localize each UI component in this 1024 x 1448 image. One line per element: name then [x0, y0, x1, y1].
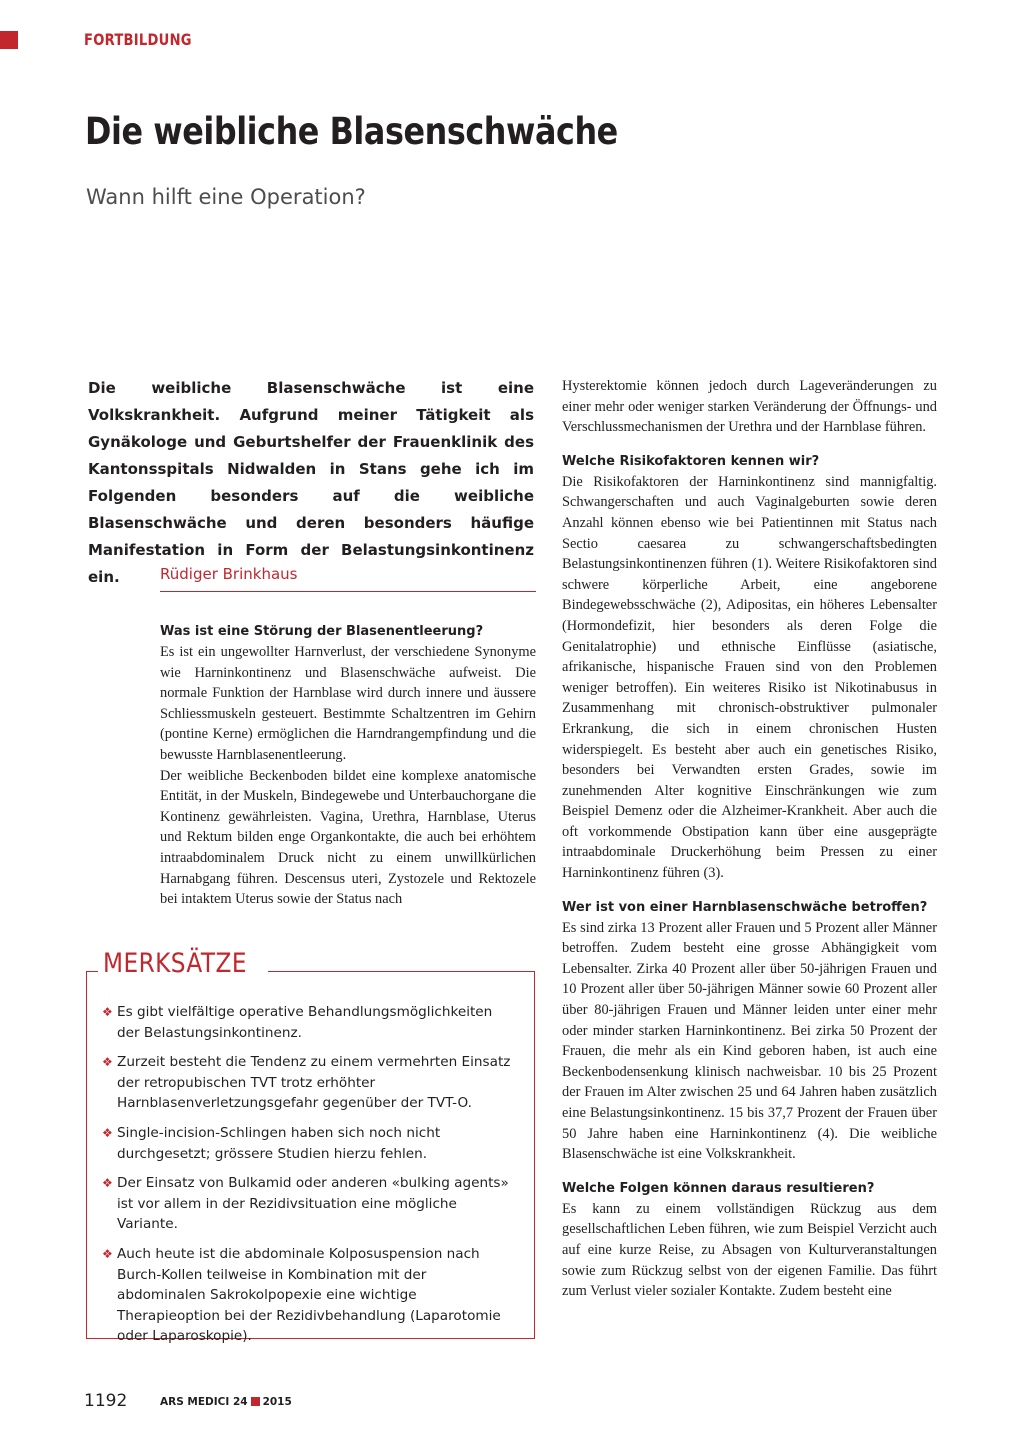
section-heading: Welche Risikofaktoren kennen wir? [562, 453, 820, 469]
section-label: FORTBILDUNG [84, 30, 192, 49]
body-text: Die Risikofaktoren der Harninkontinenz sind mannigfaltig. Schwangerschaften und auch Vaginalgeburten sowie deren Anzahl können ebenso wie bei Patientinnen mit Status nach Sectio caesarea zu schwangerschaftsbedingten Belastungsinkontinenzen führen (1). Weitere Risikofaktoren sind schwere körperliche Arbeit, eine angeborene Bindegewebsschwäche (2), Adipositas, ein höheres Lebensalter (Hormondefizit, hier besonders als deren Folge die Genitalatrophie) und ethnische Einflüsse (asiatische, afrikanische, hispanische Frauen sind von den Problemen weniger betroffen). Ein weiteres Risiko ist Nikotinabusus in Zusammenhang mit chronisch-obstruktiver pulmonaler Erkrankung, die sich in einem chronischen Husten widerspiegelt. Es besteht aber auch ein genetisches Risiko, besonders bei Verwandten ersten Grades, sowie im zunehmenden Alter kognitive Einschränkungen wie zum Beispiel Demenz oder die Alzheimer-Krankheit. Aber auch die oft vorkommende Obstipation kann über eine ausgeprägte intraabdominale Druckerhöhung beim Pressen zu einer Harninkontinenz führen (3). [562, 473, 937, 882]
diamond-bullet-icon: ❖ [102, 1176, 113, 1191]
left-column [160, 624, 536, 910]
body-text: Hysterektomie können jedoch durch Lageveränderungen zu einer mehr oder weniger starken Veränderung der Öffnungs- und Verschlussmechanismen der Urethra und der Harnblase führen. [562, 378, 937, 436]
journal-name: ARS MEDICI 24 [160, 1396, 248, 1408]
paragraph: Der weibliche Beckenboden bildet eine komplexe anatomische Entität, in der Muskeln, Bindegewebe und Unterbauchorgane die Kontinenz gewährleisten. Vagina, Urethra, Harnblase, Uterus und Rektum bilden enge Organkontakte, die auch bei erhöhtem intraabdominalem Druck nicht zu einem unwillkürlichen Harnabgang führen. Descensus uteri, Zystozele und Rektozele bei intaktem Uterus sowie der Status nach [160, 767, 536, 908]
section-heading: Was ist eine Störung der Blasenentleerung? [160, 624, 484, 639]
section-heading: Wer ist von einer Harnblasenschwäche betroffen? [562, 899, 928, 915]
diamond-bullet-icon: ❖ [102, 1246, 113, 1261]
author-divider [160, 591, 536, 592]
page-subtitle: Wann hilft eine Operation? [86, 185, 366, 209]
body-text: Es kann zu einem vollständigen Rückzug aus dem gesellschaftlichen Leben führen, wie zum Beispiel Verzicht auch auf eine kurze Reise, zu Absagen von Kulturveranstaltungen sowie zum Rückzug selbst von der eigenen Familie. Das führt zum Verlust vieler sozialer Kontakte. Zudem besteht eine [562, 1200, 937, 1300]
page-title: Die weibliche Blasenschwäche [85, 110, 618, 153]
diamond-bullet-icon: ❖ [102, 1125, 113, 1140]
list-item: ❖ Zurzeit besteht die Tendenz zu einem vermehrten Einsatz der retropubischen TVT trotz erhöhter Harnblasenverletzungsgefahr gegenüber der TVT-O. [102, 1054, 511, 1112]
list-item: ❖ Single-incision-Schlingen haben sich noch nicht durchgesetzt; grössere Studien hierzu fehlen. [102, 1124, 441, 1162]
merksaetze-list [102, 1002, 512, 1356]
journal-footer [160, 1396, 292, 1408]
lead-paragraph: Die weibliche Blasenschwäche ist eine Volkskrankheit. Aufgrund meiner Tätigkeit als Gynäkologe und Geburtshelfer der Frauenklinik des Kantonsspitals Nidwalden in Stans gehe ich im Folgenden besonders auf die weibliche Blasenschwäche und deren besonders häufige Manifestation in Form der Belastungsinkontinenz ein. [88, 379, 534, 586]
merksaetze-title: MERKSÄTZE [103, 948, 247, 979]
diamond-bullet-icon: ❖ [102, 1055, 113, 1070]
section-heading: Welche Folgen können daraus resultieren? [562, 1180, 875, 1196]
journal-year: 2015 [262, 1396, 292, 1408]
section-marker [0, 31, 18, 49]
body-text [160, 642, 536, 910]
list-item: ❖ Es gibt vielfältige operative Behandlungsmöglichkeiten der Belastungsinkontinenz. [102, 1004, 493, 1041]
list-item: ❖ Der Einsatz von Bulkamid oder anderen «bulking agents» ist vor allem in der Rezidivsituation eine mögliche Variante. [102, 1175, 509, 1233]
list-item: ❖ Auch heute ist die abdominale Kolposuspension nach Burch-Kollen teilweise in Kombination mit der abdominalen Sakrokolpopexie eine wichtige Therapieoption bei der Rezidivbehandlung (Laparotomie oder Laparoskopie). [102, 1245, 501, 1345]
right-column [562, 376, 937, 1302]
body-text: Es sind zirka 13 Prozent aller Frauen und 5 Prozent aller Männer betroffen. Zudem besteht eine grosse Abhängigkeit vom Lebensalter. Zirka 40 Prozent aller über 50-jährigen Frauen und 10 Prozent aller über 50-jährigen Männer sowie 60 Prozent aller über 80-jährigen Frauen und Männer leiden unter einer mehr oder minder starken Harninkontinenz. Bei zirka 50 Prozent der Frauen, die mehr als ein Kind geboren haben, ist auch eine Beckenbodensenkung klinisch nachweisbar. 10 bis 25 Prozent der Frauen im Alter zwischen 25 und 64 Jahren haben zusätzlich eine Belastungsinkontinenz. 15 bis 37,7 Prozent der Frauen über 50 Jahre haben eine Harninkontinenz (4). Die weibliche Blasenschwäche ist eine Volkskrankheit. [562, 919, 937, 1163]
page-number: 1192 [84, 1391, 128, 1411]
author-name: Rüdiger Brinkhaus [160, 565, 298, 583]
paragraph: Es ist ein ungewollter Harnverlust, der verschiedene Synonyme wie Harninkontinenz und Blasenschwäche aufweist. Die normale Funktion der Harnblase wird durch innere und äussere Schliessmuskeln gesteuert. Bestimmte Schaltzentren im Gehirn (pontine Kerne) ermöglichen die Harndrangempfindung und die bewusste Harnblasenentleerung. [160, 644, 536, 763]
diamond-bullet-icon: ❖ [102, 1005, 113, 1019]
footer-square-icon [251, 1397, 260, 1406]
